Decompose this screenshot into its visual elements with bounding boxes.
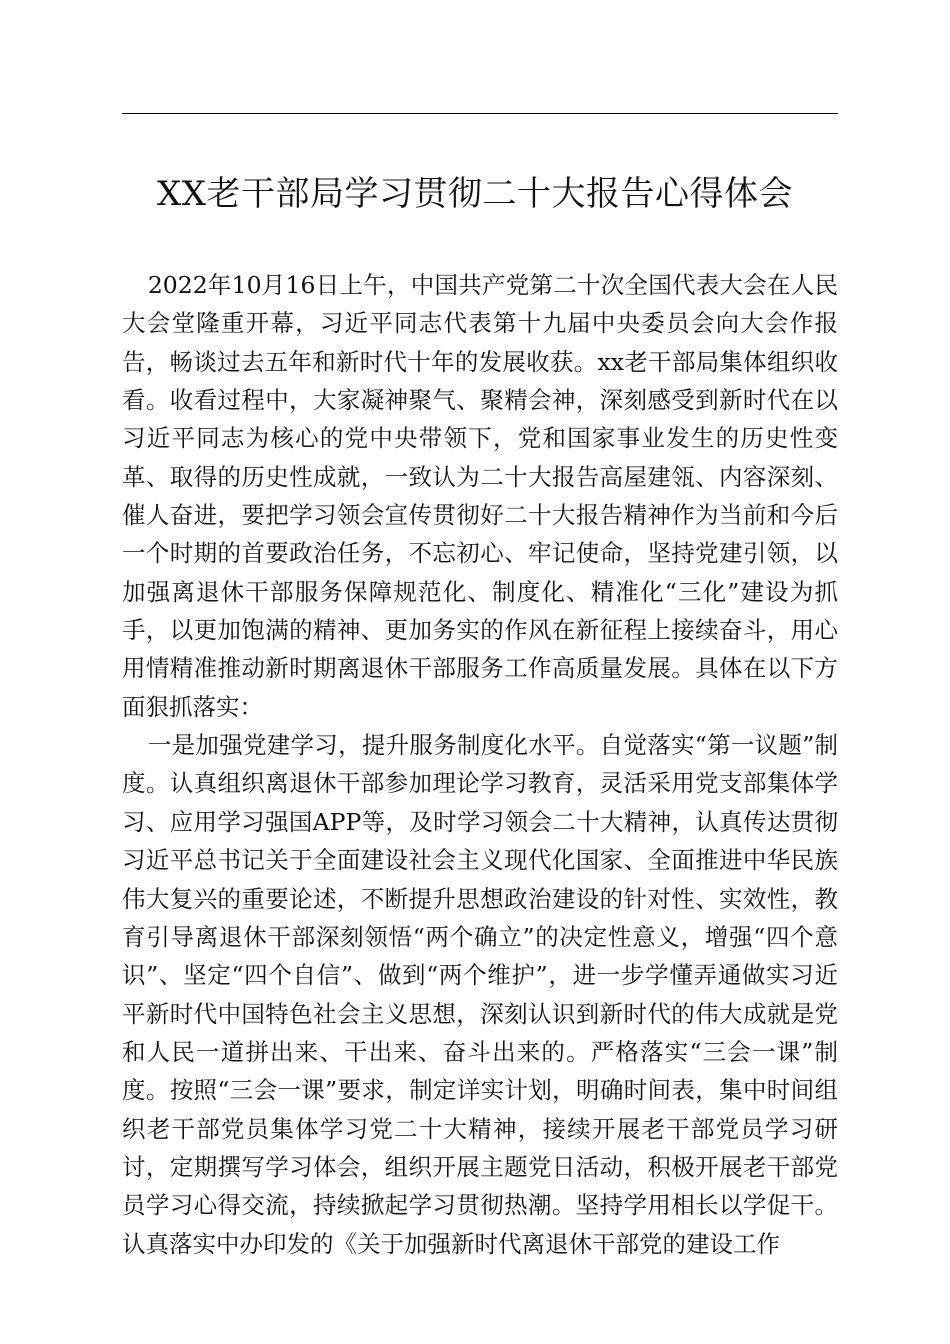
document-body xyxy=(122,266,838,1263)
document-title: XX老干部局学习贯彻二十大报告心得体会 xyxy=(157,174,793,214)
header-rule xyxy=(122,113,838,114)
paragraph-intro: 2022年10月16日上午，中国共产党第二十次全国代表大会在人民大会堂隆重开幕，习近平同志代表第十九届中央委员会向大会作报告，畅谈过去五年和新时代十年的发展收获。xx老干部局集体组织收看。收看过程中，大家凝神聚气、聚精会神，深刻感受到新时代在以习近平同志为核心的党中央带领下，党和国家事业发生的历史性变革、取得的历史性成就，一致认为二十大报告高屋建瓴、内容深刻、催人奋进，要把学习领会宣传贯彻好二十大报告精神作为当前和今后一个时期的首要政治任务，不忘初心、牢记使命，坚持党建引领，以加强离退休干部服务保障规范化、制度化、精准化“三化”建设为抓手，以更加饱满的精神、更加务实的作风在新征程上接续奋斗，用心用情精准推动新时期离退休干部服务工作高质量发展。具体在以下方面狠抓落实： xyxy=(122,271,838,721)
paragraph-point-one: 一是加强党建学习，提升服务制度化水平。自觉落实“第一议题”制度。认真组织离退休干部参加理论学习教育，灵活采用党支部集体学习、应用学习强国APP等，及时学习领会二十大精神，认真传达贯彻习近平总书记关于全面建设社会主义现代化国家、全面推进中华民族伟大复兴的重要论述，不断提升思想政治建设的针对性、实效性，教育引导离退休干部深刻领悟“两个确立”的决定性意义，增强“四个意识”、坚定“四个自信”、做到“两个维护”，进一步学懂弄通做实习近平新时代中国特色社会主义思想，深刻认识到新时代的伟大成就是党和人民一道拼出来、干出来、奋斗出来的。严格落实“三会一课”制度。按照“三会一课”要求，制定详实计划，明确时间表，集中时间组织老干部党员集体学习党二十大精神，接续开展老干部党员学习研讨，定期撰写学习体会，组织开展主题党日活动，积极开展老干部党员学习心得交流，持续掀起学习贯彻热潮。坚持学用相长以学促干。认真落实中办印发的《关于加强新时代离退休干部党的建设工作 xyxy=(122,731,838,1258)
